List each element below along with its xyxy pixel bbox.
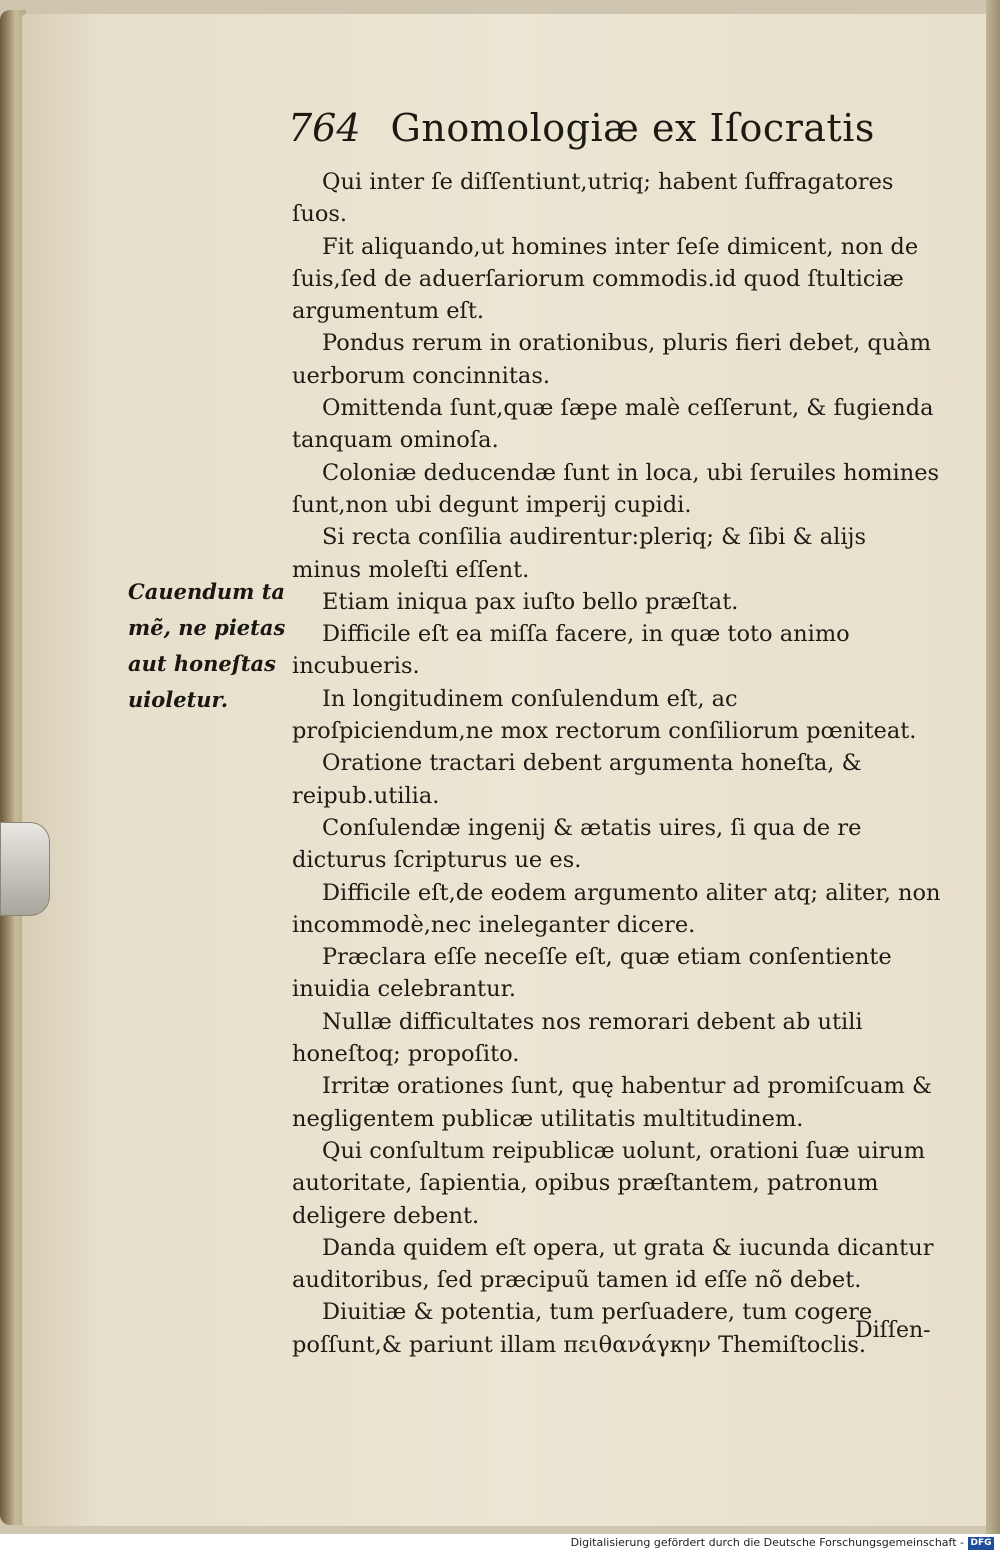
funding-credit: Digitalisierung gefördert durch die Deutsche Forschungsgemeinschaft - xyxy=(570,1536,964,1549)
paragraph: Qui conſultum reipublicæ uolunt, orationi ſuæ uirum autoritate, ſapientia, opibus præſtantem, patronum deligere debent. xyxy=(292,1137,926,1229)
paragraph: Coloniæ deducendæ ſunt in loca, ubi ſeruiles homines ſunt,non ubi degunt imperij cupidi. xyxy=(292,459,940,518)
paragraph: Difficile eſt ea miſſa facere, in quæ toto animo incubueris. xyxy=(292,621,850,680)
paragraph: Nullæ difficultates nos remorari debent ab utili honeſtoq; propoſito. xyxy=(292,1008,863,1068)
paragraph: Oratione tractari debent argumenta honeſta, & reipub.utilia. xyxy=(292,750,862,809)
running-title: Gnomologiæ ex Iſocratis xyxy=(390,106,875,150)
paragraph: Difficile eſt,de eodem argumento aliter atq; aliter, non incommodè,nec ineleganter dicere. xyxy=(292,879,941,938)
marginal-note xyxy=(128,574,288,718)
paragraph: Pondus rerum in orationibus, pluris fieri debet, quàm uerborum concinnitas. xyxy=(292,330,932,389)
paragraph: Qui inter ſe diſſentiunt,utriq; habent ſuffragatores ſuos. xyxy=(292,169,894,228)
paragraph: Præclara eſſe neceſſe eſt, quæ etiam conſentiente inuidia celebrantur. xyxy=(292,944,892,1003)
marginal-line: aut honeſtas xyxy=(128,651,276,676)
paragraph: Irritæ orationes ſunt, quę habentur ad promiſcuam & negligentem publicæ utilitatis multitudinem. xyxy=(292,1073,933,1132)
paragraph: Omittenda ſunt,quæ ſæpe malè ceſſerunt, & fugienda tanquam ominoſa. xyxy=(292,395,934,454)
marginal-line: mẽ, ne pietas xyxy=(128,615,286,640)
page-header xyxy=(288,106,938,158)
marginal-line: uioletur. xyxy=(128,687,229,712)
facing-page-edge xyxy=(986,0,1000,1534)
paragraph: Etiam iniqua pax iuſto bello præſtat. xyxy=(322,588,739,615)
paragraph: In longitudinem conſulendum eſt, ac proſpiciendum,ne mox rectorum conſiliorum pœniteat. xyxy=(292,685,917,745)
paragraph: Conſulendæ ingenij & ætatis uires, ſi qua de re dicturus ſcripturus ue es. xyxy=(292,814,862,874)
paragraph: Si recta conſilia audirentur:pleriq; & ſibi & alijs minus moleſti eſſent. xyxy=(292,524,867,583)
paragraph: Diuitiæ & potentia, tum perſuadere, tum cogere poſſunt,& pariunt illam πειθανάγκην Themiſtoclis. xyxy=(292,1299,873,1358)
main-text xyxy=(292,166,942,1361)
page-number: 764 xyxy=(288,106,361,150)
dfg-logo: DFG xyxy=(968,1537,994,1550)
catchword: Diſſen- xyxy=(855,1318,931,1343)
paragraph: Fit aliquando,ut homines inter ſeſe dimicent, non de ſuis,ſed de aduerſariorum commodis.id quod ſtulticiæ argumentum eſt. xyxy=(292,233,919,325)
paragraph: Danda quidem eſt opera, ut grata & iucunda dicantur auditoribus, ſed præcipuũ tamen id eſſe nõ debet. xyxy=(292,1234,934,1294)
marginal-line: Cauendum ta xyxy=(128,579,286,604)
page-clip xyxy=(0,822,50,916)
